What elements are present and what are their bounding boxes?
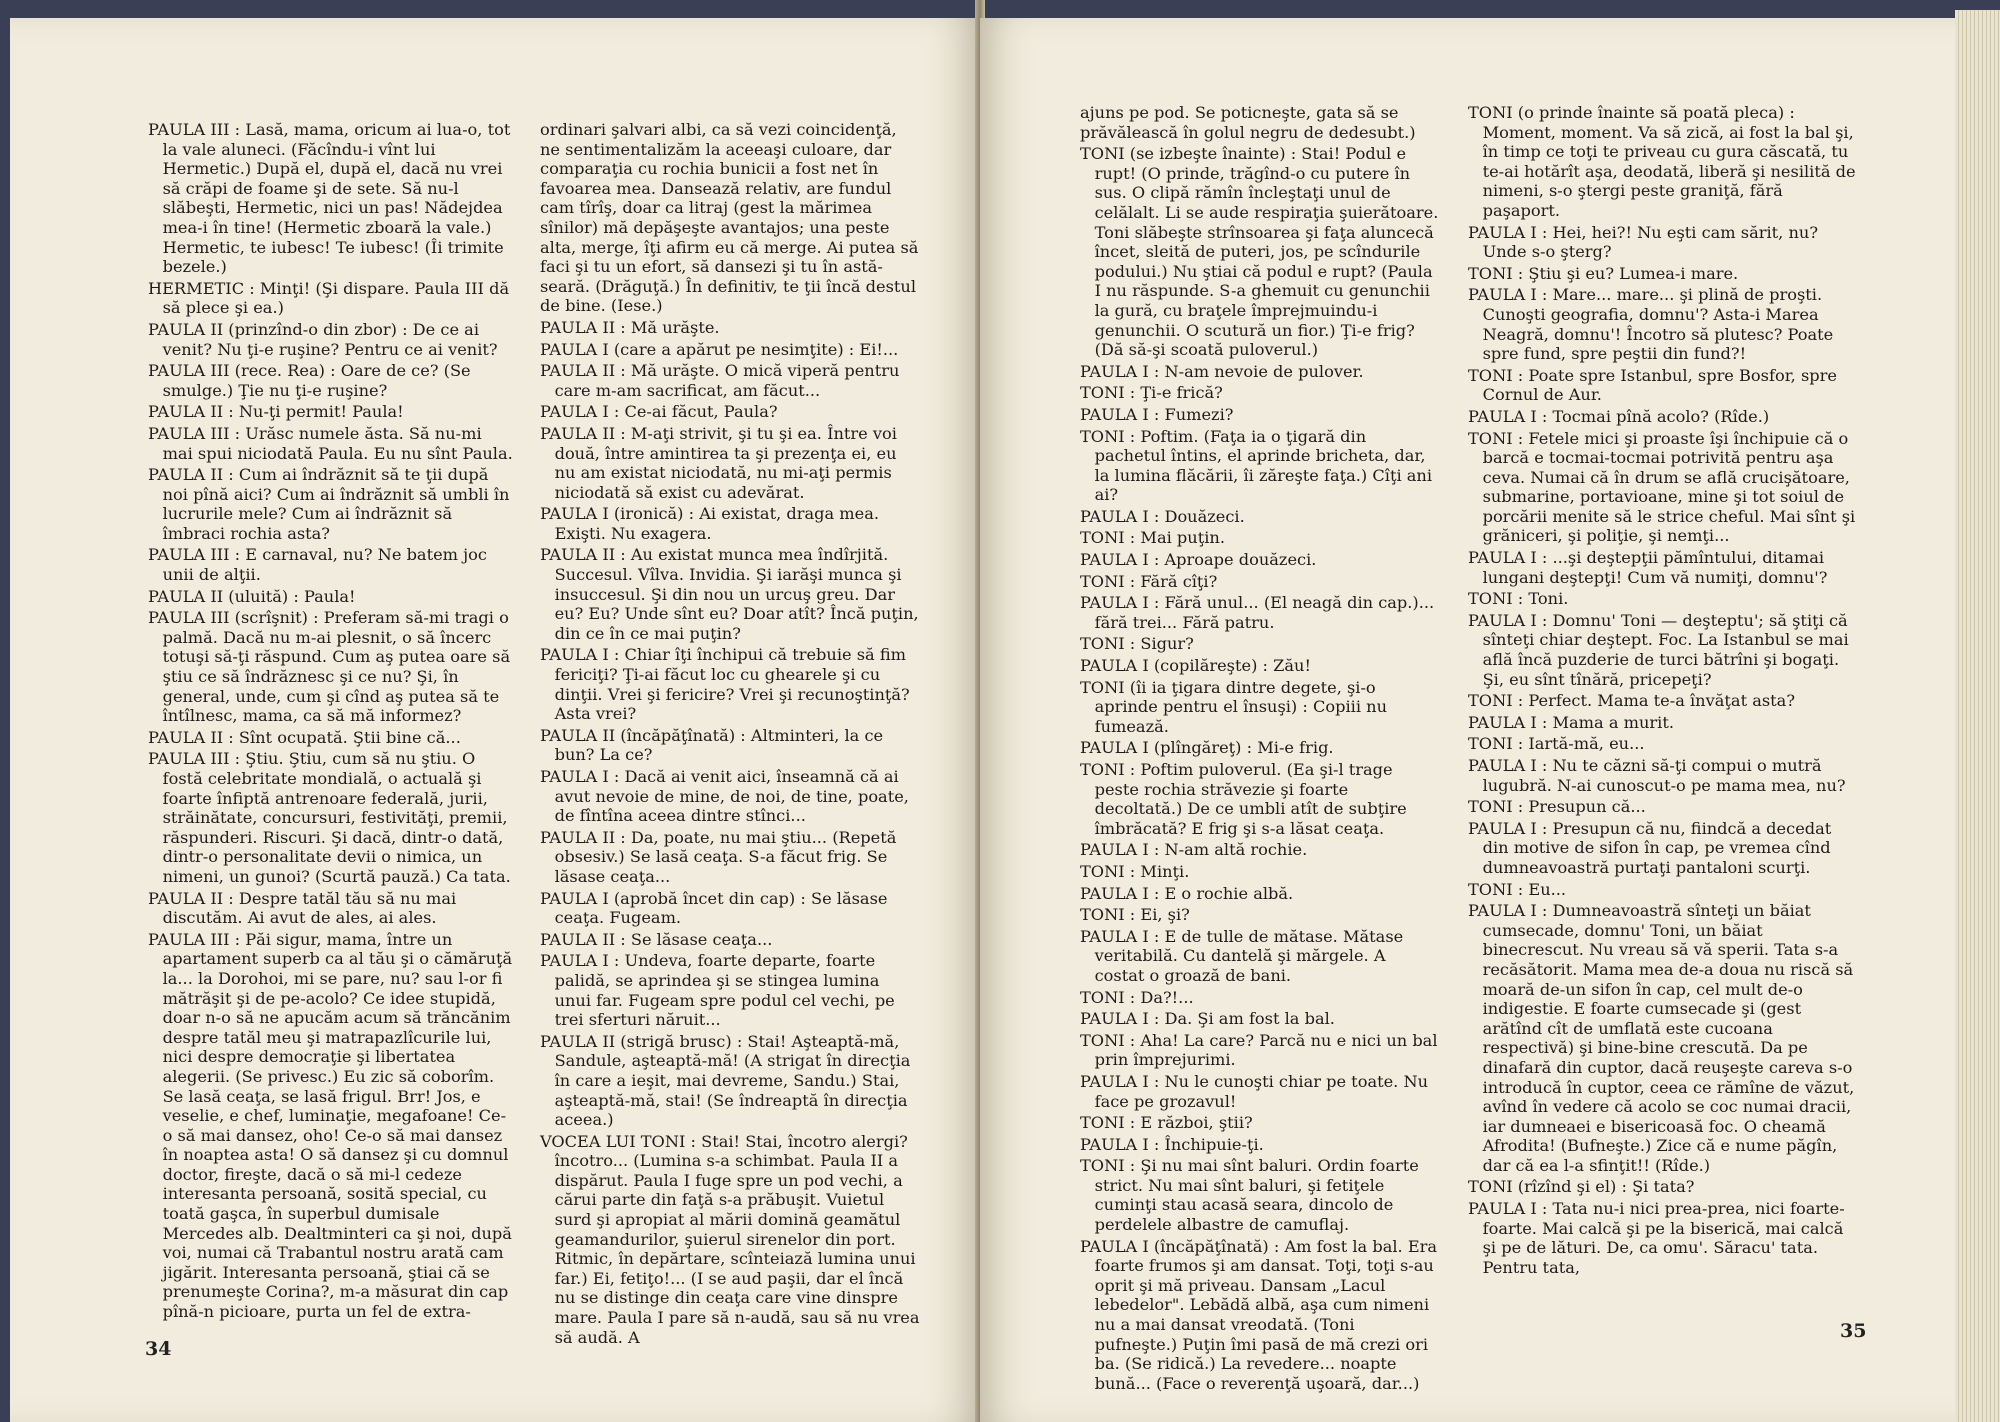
dialogue-paragraph: PAULA III : Ştiu. Ştiu, cum să nu ştiu. O fostă celebritate mondială, o actuală şi foarte înfiptă antrenoare federală, jurii, străinătate, concursuri, festivităţi, premii, răspunderi. Riscuri. Şi dacă, dintr-o dată, dintr-o personalitate devii o nimica, un nimeni, un gunoi? (Scurtă pauză.) Ca tata. <box>148 749 511 886</box>
dialogue-paragraph: TONI : Şi nu mai sînt baluri. Ordin foarte strict. Nu mai sînt baluri, şi fetiţele cuminţi stau acasă seara, dincolo de perdelele albastre de camuflaj. <box>1080 1156 1419 1235</box>
dialogue-paragraph: HERMETIC : Minţi! (Şi dispare. Paula III dă să plece şi ea.) <box>148 278 510 318</box>
dialogue-paragraph: TONI : Ştiu şi eu? Lumea-i mare. <box>1468 263 1739 283</box>
dialogue-paragraph: PAULA I : E o rochie albă. <box>1080 883 1294 903</box>
dialogue-paragraph: PAULA I : Hei, hei?! Nu eşti cam sărit, nu? Unde s-o şterg? <box>1468 222 1818 262</box>
left-page-number: 34 <box>145 1338 172 1360</box>
dialogue-paragraph: PAULA I : Nu le cunoşti chiar pe toate. Nu face pe grozavul! <box>1080 1071 1429 1111</box>
dialogue-paragraph: TONI : Toni. <box>1468 589 1569 609</box>
right-page-column-2 <box>1468 103 1858 1279</box>
dialogue-paragraph: ajuns pe pod. Se poticneşte, gata să se prăvălească în golul negru de dedesubt.) <box>1080 103 1416 142</box>
dialogue-paragraph: PAULA I : Mare... mare... şi plină de proşti. Cunoşti geografia, domnu'? Asta-i Marea Neagră, domnu'! Încotro să plutesc? Poate spre fund, spre peştii din fund?! <box>1468 285 1834 364</box>
dialogue-paragraph: PAULA II : Despre tatăl tău să nu mai discutăm. Ai avut de ales, ai ales. <box>148 888 457 928</box>
dialogue-paragraph: TONI : Eu... <box>1468 879 1567 899</box>
dialogue-paragraph: PAULA I (aprobă încet din cap) : Se lăsase ceaţa. Fugeam. <box>540 888 888 928</box>
dialogue-paragraph: PAULA I : Închipuie-ţi. <box>1080 1134 1264 1154</box>
dialogue-paragraph: PAULA I : Da. Şi am fost la bal. <box>1080 1009 1335 1029</box>
dialogue-paragraph: TONI : Da?!... <box>1080 987 1194 1007</box>
left-page <box>10 18 978 1422</box>
dialogue-paragraph: PAULA II (uluită) : Paula! <box>148 586 356 606</box>
dialogue-paragraph: PAULA II : Nu-ţi permit! Paula! <box>148 402 404 422</box>
dialogue-paragraph: PAULA III (rece. Rea) : Oare de ce? (Se smulge.) Ţie nu ţi-e ruşine? <box>148 361 471 400</box>
dialogue-paragraph: PAULA II (încăpăţînată) : Altminteri, la ce bun? La ce? <box>540 725 884 765</box>
dialogue-paragraph: TONI : Mai puţin. <box>1080 528 1225 548</box>
right-page <box>980 18 1955 1422</box>
dialogue-paragraph: PAULA II (prinzînd-o din zbor) : De ce ai venit? Nu ţi-e ruşine? Pentru ce ai venit? <box>148 319 498 359</box>
dialogue-paragraph: TONI : Aha! La care? Parcă nu e nici un bal prin împrejurimi. <box>1080 1030 1438 1070</box>
dialogue-paragraph: PAULA II : Sînt ocupată. Ştii bine că... <box>148 727 461 747</box>
dialogue-paragraph: TONI : Minţi. <box>1080 861 1190 881</box>
dialogue-paragraph: TONI (rîzînd şi el) : Şi tata? <box>1468 1177 1695 1197</box>
dialogue-paragraph: PAULA II : Se lăsase ceaţa... <box>540 929 773 949</box>
dialogue-paragraph: TONI : Perfect. Mama te-a învăţat asta? <box>1468 691 1796 711</box>
dialogue-paragraph: PAULA III : Lasă, mama, oricum ai lua-o, tot la vale aluneci. (Făcîndu-i vînt lui Hermetic.) După el, după el, dacă nu vrei să crăpi de foame şi de sete. Să nu-l slăbeşti, Hermetic, nici un pas! Nădejdea mea-i în tine! (Hermetic zboară la vale.) Hermetic, te iubesc! Te iubesc! (Îi trimite bezele.) <box>148 120 511 277</box>
dialogue-paragraph: PAULA I : N-am altă rochie. <box>1080 840 1308 860</box>
right-page-number: 35 <box>1840 1320 1867 1342</box>
right-page-column-1 <box>1080 103 1440 1395</box>
dialogue-paragraph: TONI : Presupun că... <box>1468 797 1646 817</box>
dialogue-paragraph: PAULA I (copilăreşte) : Zău! <box>1080 656 1311 676</box>
dialogue-paragraph: PAULA I : Tocmai pînă acolo? (Rîde.) <box>1468 406 1770 426</box>
dialogue-paragraph: TONI : Fetele mici şi proaste îşi închipuie că o barcă e tocmai-tocmai potrivită pentru aşa ceva. Numai că în drum se află crucişătoare, submarine, portavioane, mine şi tot soiul de porcării menite să le strice cheful. Mai sînt şi grăniceri, şi poliţie, şi nemţi... <box>1468 428 1856 546</box>
dialogue-paragraph: TONI : Poate spre Istanbul, spre Bosfor, spre Cornul de Aur. <box>1468 365 1837 405</box>
dialogue-paragraph: PAULA II : Da, poate, nu mai ştiu... (Repetă obsesiv.) Se lasă ceaţa. S-a făcut frig. Se lăsase ceaţa... <box>540 827 897 886</box>
dialogue-paragraph: PAULA I : Chiar îţi închipui că trebuie să fim fericiţi? Ţi-ai făcut loc cu ghearele şi cu dinţii. Vrei şi fericire? Vrei şi recunoştinţă? Asta vrei? <box>540 645 910 724</box>
dialogue-paragraph: PAULA I : Fără unul... (El neagă din cap.)... fără trei... Fără patru. <box>1080 593 1435 632</box>
dialogue-paragraph: PAULA I : Tata nu-i nici prea-prea, nici foarte-foarte. Mai calcă şi pe la biserică, mai calcă şi pe de lături. De, ca omu'. Săracu' tata. Pentru tata, <box>1468 1199 1845 1277</box>
dialogue-paragraph: PAULA I : Aproape douăzeci. <box>1080 550 1317 570</box>
dialogue-paragraph: PAULA I (încăpăţînată) : Am fost la bal. Era foarte frumos şi am dansat. Toţi, toţi s-au oprit şi mă priveau. Dansam „Lacul lebedelor". Lebădă albă, aşa cum nimeni nu a mai dansat vreodată. (Toni pufneşte.) Puţin îmi pasă de mă crezi ori ba. (Se ridică.) La revedere... noapte bună... (Face o reverenţă uşoară, dar...) <box>1080 1236 1438 1393</box>
left-page-column-1 <box>148 120 514 1324</box>
dialogue-paragraph: PAULA III : E carnaval, nu? Ne batem joc unii de alţii. <box>148 545 487 585</box>
dialogue-paragraph: TONI : Poftim. (Faţa ia o ţigară din pachetul întins, el aprinde bricheta, dar, la lumina flăcării, îi zăreşte faţa.) Cîţi ani ai? <box>1080 426 1433 505</box>
dialogue-paragraph: TONI : Iartă-mă, eu... <box>1468 734 1645 754</box>
dialogue-paragraph: TONI : Fără cîţi? <box>1080 571 1218 591</box>
dialogue-paragraph: TONI : Ei, şi? <box>1080 905 1190 925</box>
dialogue-paragraph: PAULA I : ...şi deştepţii pămîntului, ditamai lungani deştepţi! Cum vă numiţi, domnu'? <box>1468 548 1828 587</box>
dialogue-paragraph: TONI : Poftim puloverul. (Ea şi-l trage peste rochia străvezie şi foarte decoltată.) De ce umbli atît de subţire îmbrăcată? E frig şi s-a lăsat ceaţa. <box>1080 760 1407 838</box>
dialogue-paragraph: PAULA II (strigă brusc) : Stai! Aşteaptă-mă, Sandule, aşteaptă-mă! (A strigat în direcţia în care a ieşit, mai devreme, Sandu.) Stai, aşteaptă-mă, stai! (Se îndreaptă în direcţia aceea.) <box>540 1031 911 1130</box>
dialogue-paragraph: PAULA I : Ce-ai făcut, Paula? <box>540 402 778 422</box>
dialogue-paragraph: PAULA II : Mă urăşte. O mică viperă pentru care m-am sacrificat, am făcut... <box>540 361 900 400</box>
dialogue-paragraph: PAULA I : E de tulle de mătase. Mătase veritabilă. Cu dantelă şi mărgele. A costat o groază de bani. <box>1080 926 1404 985</box>
dialogue-paragraph: PAULA II : M-aţi strivit, şi tu şi ea. Între voi două, între amintirea ta şi prezenţa ei, eu nu am existat niciodată, nu mi-aţi permis niciodată să exist cu adevărat. <box>540 423 897 502</box>
dialogue-paragraph: PAULA III : Păi sigur, mama, între un apartament superb ca al tău şi o cămăruţă la... la Dorohoi, mi se pare, nu? sau l-or fi mătrăşit şi de pe-acolo? Ce idee stupidă, doar n-o să ne apucăm acum să trăncănim despre tatăl meu şi matrapazlîcurile lui, nici despre democraţie şi libertatea alegerii. (Se privesc.) Eu zic să coborîm. Se lasă ceaţa, se lasă frigul. Brr! Jos, e veselie, e chef, luminaţie, megafoane! Ce-o să mai dansez, oho! Ce-o să mai dansez în noaptea asta! O să dansez şi cu domnul doctor, fireşte, dacă o să mi-l cedeze interesanta persoană, sosită special, cu toată gaşca, în superbul dumisale Mercedes alb. Dealtminteri ca şi noi, după voi, numai că Trabantul nostru arată cam jigărit. Interesanta persoană, ştiai că se prenumeşte Corina?, m-a măsurat din cap pînă-n picioare, purta un fel de extra- <box>148 929 513 1322</box>
dialogue-paragraph: PAULA II : Au existat munca mea îndîrjită. Succesul. Vîlva. Invidia. Şi iarăşi munca şi insuccesul. Şi din nou un urcuş greu. Dar eu? Eu? Unde sînt eu? Doar atît? Încă puţin, din ce în ce mai puţin? <box>540 545 919 643</box>
page-edges <box>1955 10 2000 1422</box>
dialogue-paragraph: VOCEA LUI TONI : Stai! Stai, încotro alergi? încotro... (Lumina s-a schimbat. Paula II a dispărut. Paula I fuge spre un pod vechi, a cărui parte din faţă s-a prăbuşit. Vuietul surd şi apropiat al mării domină geamătul geamandurilor, şuierul sirenelor din port. Ritmic, în depărtare, scînteiază lumina unui far.) Ei, fetiţo!... (I se aud paşii, dar el încă nu se distinge din ceaţa care vine dinspre mare. Paula I pare să n-audă, sau să nu vrea să audă. A <box>540 1131 920 1347</box>
dialogue-paragraph: PAULA I (ironică) : Ai existat, draga mea. Exişti. Nu exagera. <box>540 504 880 543</box>
dialogue-paragraph: PAULA I : Douăzeci. <box>1080 506 1245 526</box>
dialogue-paragraph: PAULA III : Urăsc numele ăsta. Să nu-mi mai spui niciodată Paula. Eu nu sînt Paula. <box>148 423 513 463</box>
dialogue-paragraph: ordinari şalvari albi, ca să vezi coincidenţă, ne sentimentalizăm la aceeaşi culoare, dar comparaţia cu rochia bunicii a fost net în favoarea mea. Dansează relativ, are fundul cam tîrîş, doar ca litraj (gest la mărimea sînilor) mă depăşeşte avantajos; una peste alta, merge, îţi afirm eu că merge. Ai putea să faci şi tu un efort, să dansezi şi tu în astă-seară. (Drăguţă.) În definitiv, te ţii încă destul de bine. (Iese.) <box>540 120 919 316</box>
dialogue-paragraph: PAULA I : Presupun că nu, fiindcă a decedat din motive de sifon în cap, pe vremea cînd dumneavoastră purtaţi pantaloni scurţi. <box>1468 818 1832 877</box>
dialogue-paragraph: PAULA II : Mă urăşte. <box>540 317 720 337</box>
dialogue-paragraph: TONI : Sigur? <box>1080 634 1194 654</box>
dialogue-paragraph: TONI : E război, ştii? <box>1080 1113 1253 1133</box>
dialogue-paragraph: PAULA I : Fumezi? <box>1080 404 1234 424</box>
dialogue-paragraph: PAULA I : Undeva, foarte departe, foarte palidă, se aprindea şi se stingea lumina unui far. Fugeam spre podul cel vechi, pe trei sferturi năruit... <box>540 951 895 1030</box>
dialogue-paragraph: TONI (îi ia ţigara dintre degete, şi-o aprinde pentru el însuşi) : Copiii nu fumează. <box>1080 677 1388 736</box>
dialogue-paragraph: PAULA I : Dumneavoastră sînteţi un băiat cumsecade, domnu' Toni, un băiat binecrescut. Nu vreau să vă sperii. Tata s-a recăsătorit. Mama mea de-a doua nu riscă să moară de-un sifon în cap, cel mult de-o indigestie. E foarte cumsecade şi (gest arătînd cît de umflată este cucoana respectivă) şi bine-bine crescută. Da pe dinafară din cuptor, dacă reuşeşte careva s-o introducă în cuptor, ceea ce rămîne de văzut, avînd în vedere că acolo se coc numai dracii, iar dumneaei e bisericoasă foc. O cheamă Afrodita! (Bufneşte.) Zice că e nume păgîn, dar că ea l-a sfinţit!! (Rîde.) <box>1468 901 1855 1175</box>
left-page-column-2 <box>540 120 920 1349</box>
dialogue-paragraph: PAULA I : Nu te căzni să-ţi compui o mutră lugubră. N-ai cunoscut-o pe mama mea, nu? <box>1468 756 1846 795</box>
dialogue-paragraph: TONI : Ţi-e frică? <box>1080 383 1223 403</box>
dialogue-paragraph: PAULA I : Dacă ai venit aici, înseamnă că ai avut nevoie de mine, de noi, de tine, poate, de fîntîna aceea dintre stînci... <box>540 767 909 826</box>
dialogue-paragraph: PAULA III (scrîşnit) : Preferam să-mi tragi o palmă. Dacă nu m-ai plesnit, o să încerc totuşi să-ţi răspund. Cum aş putea oare să ştiu ce să îndrăznesc şi ce nu? Şi, în general, unde, cum şi cînd aş putea să te întîlnesc, mama, ca să mă informez? <box>148 608 511 726</box>
dialogue-paragraph: PAULA I (care a apărut pe nesimţite) : Ei!... <box>540 339 899 359</box>
dialogue-paragraph: PAULA I : Domnu' Toni — deşteptu'; să ştiţi că sînteţi chiar deştept. Foc. La Istanbul se mai află încă puzderie de turci bătrîni şi bogaţi. Şi, eu sînt tînără, pricepeţi? <box>1468 610 1849 689</box>
dialogue-paragraph: PAULA I (plîngăreţ) : Mi-e frig. <box>1080 738 1334 758</box>
dialogue-paragraph: PAULA I : Mama a murit. <box>1468 712 1674 732</box>
dialogue-paragraph: PAULA II : Cum ai îndrăznit să te ţii după noi pînă aici? Cum ai îndrăznit să umbli în lucrurile mele? Cum ai îndrăznit să îmbraci rochia asta? <box>148 465 510 543</box>
dialogue-paragraph: PAULA I : N-am nevoie de pulover. <box>1080 361 1364 381</box>
dialogue-paragraph: TONI (se izbeşte înainte) : Stai! Podul e rupt! (O prinde, trăgînd-o cu putere în sus. O clipă rămîn încleştaţi unul de celălalt. Li se aude respiraţia şuierătoare. Toni slăbeşte strînsoarea şi faţa aluncecă încet, sleită de puteri, jos, pe scîndurile podului.) Nu ştiai că podul e rupt? (Paula I nu răspunde. S-a ghemuit cu genunchii la gură, cu braţele împrejmuindu-i genunchii. O scutură un fior.) Ţi-e frig? (Dă să-şi scoată puloverul.) <box>1080 144 1439 360</box>
dialogue-paragraph: TONI (o prinde înainte să poată pleca) : Moment, moment. Va să zică, ai fost la bal şi, în timp ce toţi te priveau cu gura căscată, tu te-ai hotărît aşa, deodată, liberă şi nesilită de nimeni, s-o ştergi peste graniţă, fără paşaport. <box>1468 103 1856 220</box>
